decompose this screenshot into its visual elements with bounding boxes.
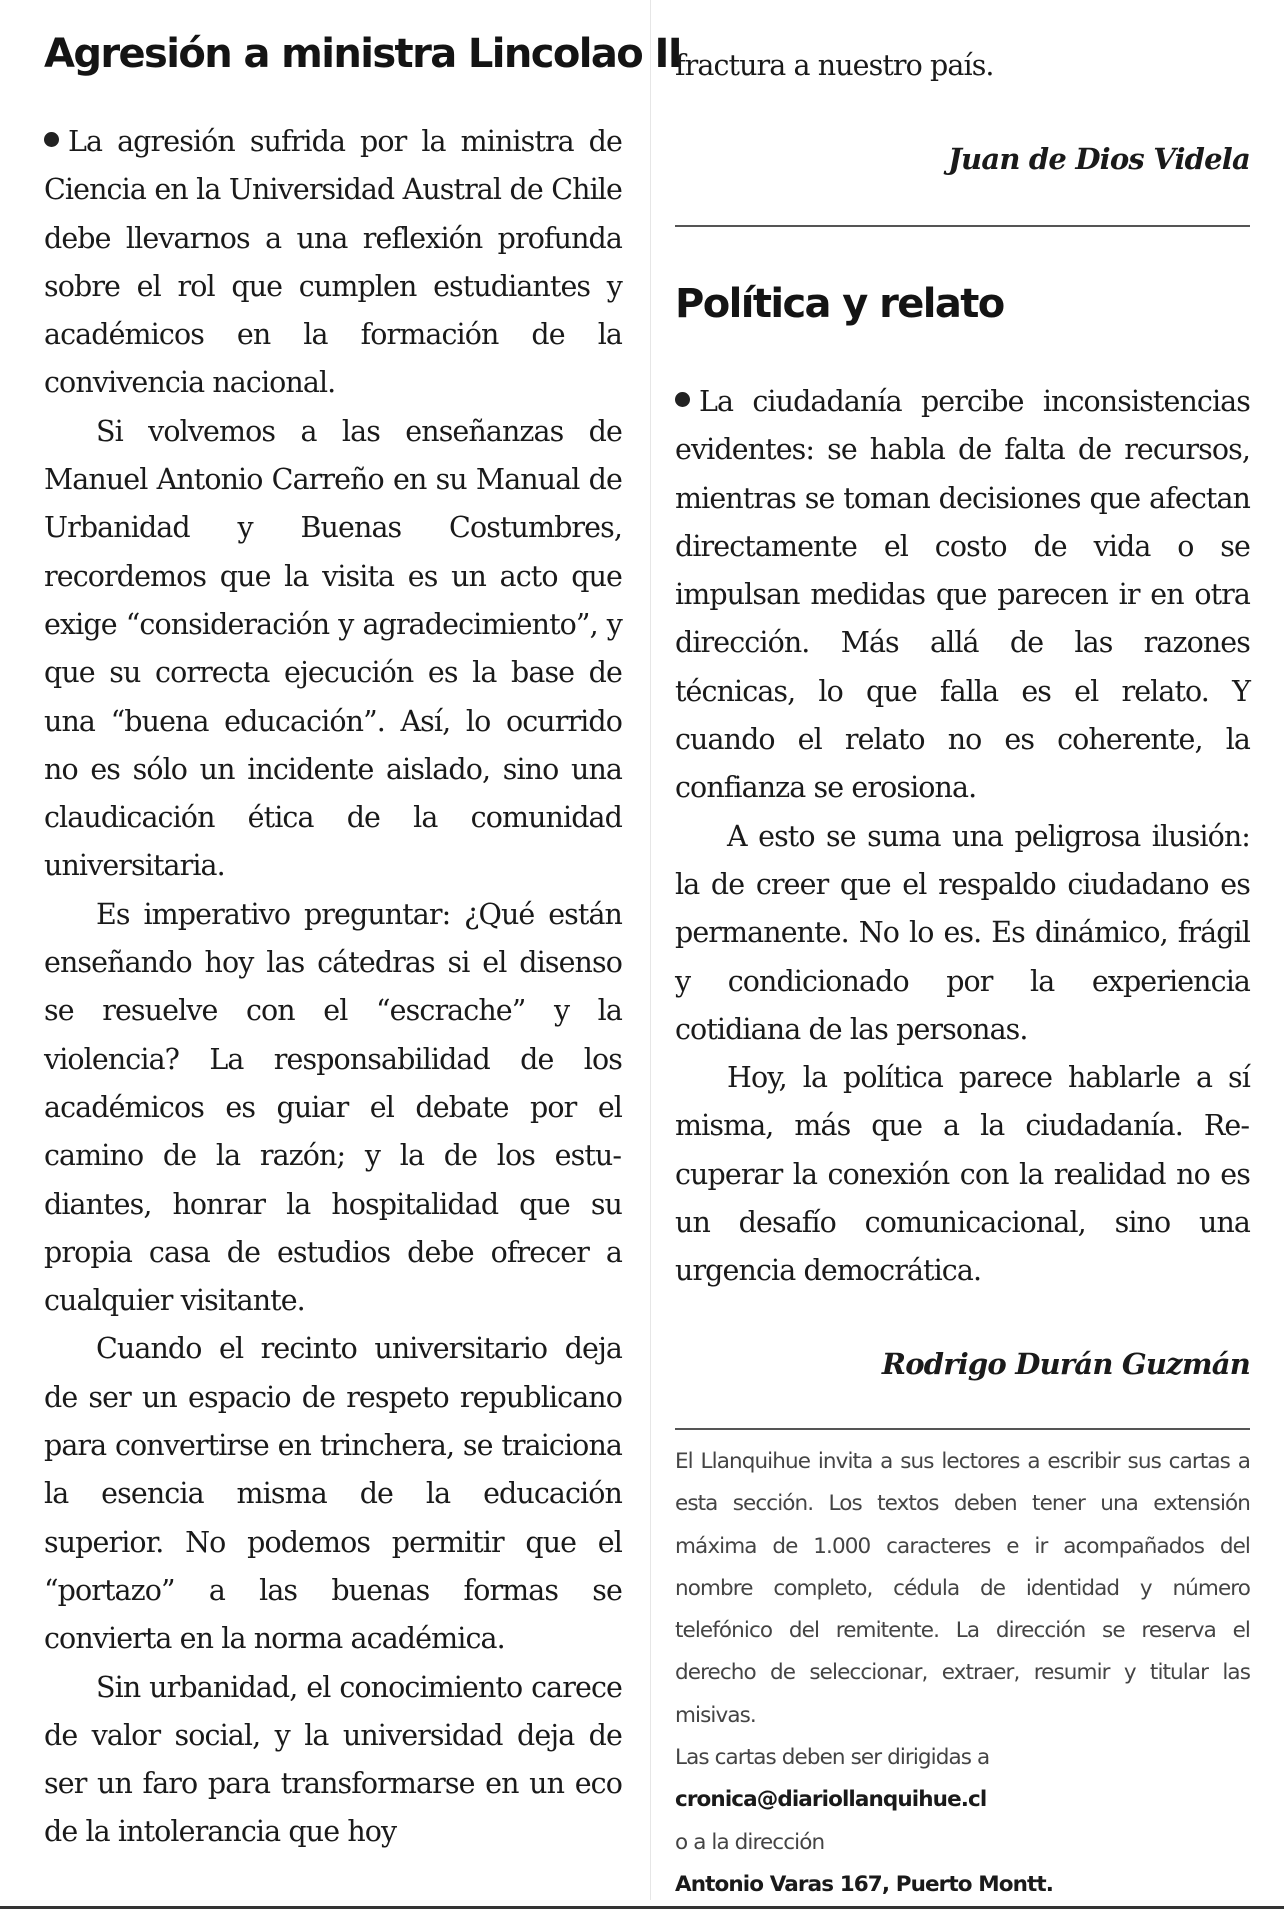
submission-notice [675,1441,1250,1906]
paragraph-text: La agresión sufrida por la ministra de Ciencia en la Universidad Austral de Chile debe llevarnos a una reflexión profunda sobre el rol que cumplen estudiantes y académicos en la formación de la convivencia nacional. [44,125,622,400]
letter2-paragraph [675,378,1250,813]
paragraph-text: La ciudadanía percibe inconsistencias evidentes: se habla de falta de recursos, mientras se toman decisiones que afectan directamente el costo de vida o se impulsan medidas que parecen ir en otra dirección. Más allá de las razones técnicas, lo que falla es el relato. Y cuando el relato no es coherente, la confianza se erosiona. [675,385,1250,805]
letter2-paragraph: Hoy, la política parece hablarle a sí misma, más que a la ciudadanía. Recuperar la conexión con la realidad no es un desafío comunicacional, sino una urgencia democrática. [675,1061,1250,1288]
notice-separator [675,1428,1250,1430]
notice-send-line: Las cartas deben ser dirigidas a [675,1745,990,1771]
letter1-paragraph: Cuando el recinto universitario deja de ser un espacio de respeto republicano para convertirse en trinchera, se traiciona la esencia misma de la educación superior. No podemos permitir que el “portazo” a las buenas formas se convierta en la norma académica. [44,1332,622,1656]
bullet-icon [44,132,59,147]
letter1-paragraph: Si volvemos a las enseñanzas de Manuel Antonio Carreño en su Manual de Urbanidad y Buenas Costumbres, recordemos que la visita es un acto que exige “consideración y agradecimiento”, y que su correcta ejecución es la base de una “buena educación”. Así, lo ocurrido no es sólo un incidente aislado, sino una claudicación ética de la comunidad universitaria. [44,414,622,883]
letter2-title: Política y relato [675,281,1004,327]
letter2-body [675,378,1250,1296]
letter1-body [44,118,622,1857]
bottom-rule [0,1906,1284,1909]
letter-separator [675,225,1250,227]
letter1-paragraph [44,118,622,408]
letter2-paragraph: A esto se suma una peligrosa ilusión: la de creer que el respaldo ciudadano es permanente. No lo es. Es dinámico, frágil y condicionado por la experiencia cotidiana de las personas. [675,819,1250,1046]
letter1-title: Agresión a ministra Lincolao II [44,31,682,77]
letter1-author: Juan de Dios Videla [948,142,1250,176]
notice-or-line: o a la dirección [675,1829,825,1855]
notice-address: Antonio Varas 167, Puerto Montt. [675,1871,1053,1897]
notice-text: El Llanquihue invita a sus lectores a escribir sus cartas a esta sección. Los textos deben tener una extensión máxima de 1.000 caracteres e ir acompañados del nombre completo, cédula de identidad y número telefónico del remitente. La dirección se reserva el derecho de seleccionar, extraer, resumir y titular las misivas. [675,1449,1250,1728]
letter1-paragraph: Es imperativo preguntar: ¿Qué están enseñando hoy las cátedras si el disenso se resuelve con el “escrache” y la violencia? La responsabilidad de los académicos es guiar el debate por el camino de la razón; y la de los estudiantes, honrar la hospitalidad que su propia casa de estudios debe ofrecer a cualquier visitante. [44,897,622,1318]
bullet-icon [675,392,690,407]
continuation-text: fractura a nuestro país. [675,49,994,82]
letter2-author: Rodrigo Durán Guzmán [881,1347,1250,1381]
notice-email: cronica@diariollanquihue.cl [675,1787,987,1813]
column-divider [650,0,651,1900]
letter1-paragraph: Sin urbanidad, el conocimiento carece de valor social, y la universidad deja de ser un faro para transformarse en un eco de la intolerancia que hoy [44,1670,622,1849]
letter1-continuation [675,42,1250,90]
